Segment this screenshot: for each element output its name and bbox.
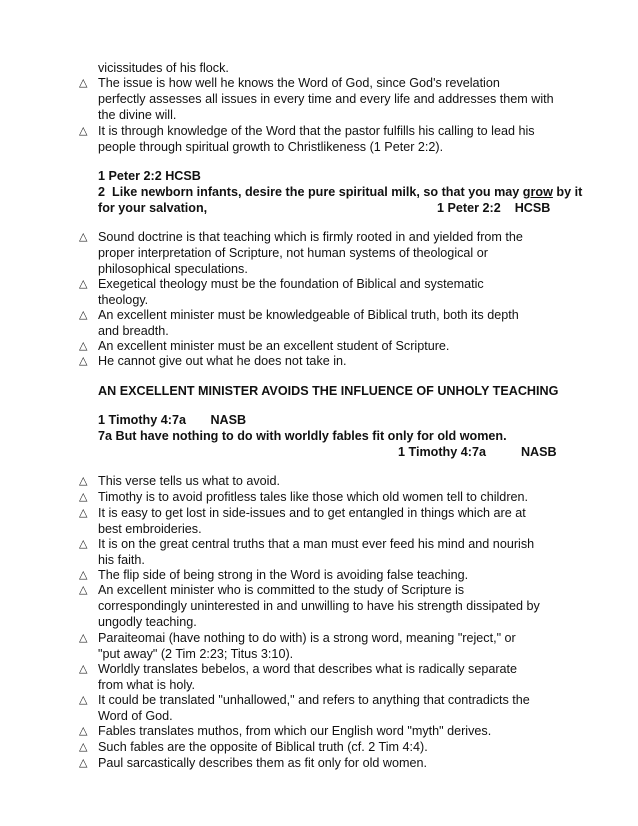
- bullet-line: from what is holy.: [98, 678, 196, 692]
- bullet-line: Timothy is to avoid profitless tales like those which old women tell to children.: [98, 490, 529, 504]
- bullet-line: It is easy to get lost in side-issues and to get entangled in things which are at: [98, 506, 526, 520]
- triangle-bullet-icon: △: [79, 632, 88, 644]
- bullet-line: theology.: [98, 293, 149, 307]
- triangle-bullet-icon: △: [79, 77, 88, 89]
- bullet-line: It is through knowledge of the Word that the pastor fulfills his calling to lead his: [98, 124, 535, 138]
- triangle-bullet-icon: △: [79, 741, 88, 753]
- bullet-line: Paraiteomai (have nothing to do with) is a strong word, meaning "reject," or: [98, 631, 516, 645]
- bullet-line: the divine will.: [98, 108, 177, 122]
- triangle-bullet-icon: △: [79, 507, 88, 519]
- bullet-line: This verse tells us what to avoid.: [98, 474, 280, 488]
- triangle-bullet-icon: △: [79, 569, 88, 581]
- bullet-line: The issue is how well he knows the Word of God, since God's revelation: [98, 76, 500, 90]
- bullet-line: philosophical speculations.: [98, 262, 248, 276]
- bullet-line: He cannot give out what he does not take in.: [98, 354, 347, 368]
- bullet-line: Word of God.: [98, 709, 173, 723]
- bullet-line: An excellent minister must be knowledgeable of Biblical truth, both its depth: [98, 308, 519, 322]
- bullet-line: Worldly translates bebelos, a word that describes what is radically separate: [98, 662, 518, 676]
- bullet-line: Such fables are the opposite of Biblical truth (cf. 2 Tim 4:4).: [98, 740, 428, 754]
- bullet-line: It could be translated "unhallowed," and refers to anything that contradicts the: [98, 693, 530, 707]
- triangle-bullet-icon: △: [79, 309, 88, 321]
- triangle-bullet-icon: △: [79, 584, 88, 596]
- triangle-bullet-icon: △: [79, 538, 88, 550]
- bullet-line: Sound doctrine is that teaching which is firmly rooted in and yielded from the: [98, 230, 523, 244]
- verse-trailing-reference: 1 Peter 2:2 HCSB: [437, 201, 551, 215]
- triangle-bullet-icon: △: [79, 355, 88, 367]
- continuation-line: vicissitudes of his flock.: [98, 61, 229, 75]
- bullet-line: The flip side of being strong in the Word is avoiding false teaching.: [98, 568, 469, 582]
- bullet-line: Fables translates muthos, from which our English word "myth" derives.: [98, 724, 492, 738]
- verse-reference: 1 Timothy 4:7a NASB: [98, 413, 247, 427]
- triangle-bullet-icon: △: [79, 475, 88, 487]
- triangle-bullet-icon: △: [79, 694, 88, 706]
- bullet-line: ungodly teaching.: [98, 615, 197, 629]
- triangle-bullet-icon: △: [79, 663, 88, 675]
- verse-text-line: 2 Like newborn infants, desire the pure spiritual milk, so that you may grow by it: [98, 185, 583, 199]
- verse-text-line: 7a But have nothing to do with worldly fables fit only for old women.: [98, 429, 507, 443]
- bullet-line: and breadth.: [98, 324, 169, 338]
- bullet-line: It is on the great central truths that a man must ever feed his mind and nourish: [98, 537, 535, 551]
- bullet-line: "put away" (2 Tim 2:23; Titus 3:10).: [98, 647, 294, 661]
- triangle-bullet-icon: △: [79, 725, 88, 737]
- triangle-bullet-icon: △: [79, 231, 88, 243]
- bullet-line: Exegetical theology must be the foundation of Biblical and systematic: [98, 277, 484, 291]
- bullet-line: people through spiritual growth to Christlikeness (1 Peter 2:2).: [98, 140, 444, 154]
- verse-text-line: for your salvation,: [98, 201, 208, 215]
- triangle-bullet-icon: △: [79, 125, 88, 137]
- verse-reference: 1 Peter 2:2 HCSB: [98, 169, 201, 183]
- triangle-bullet-icon: △: [79, 340, 88, 352]
- bullet-line: perfectly assesses all issues in every time and every life and addresses them with: [98, 92, 554, 106]
- bullet-line: correspondingly uninterested in and unwilling to have his strength dissipated by: [98, 599, 540, 613]
- bullet-line: Paul sarcastically describes them as fit only for old women.: [98, 756, 427, 770]
- triangle-bullet-icon: △: [79, 757, 88, 769]
- bullet-line: his faith.: [98, 553, 145, 567]
- bullet-line: proper interpretation of Scripture, not human systems of theological or: [98, 246, 488, 260]
- verse-trailing-reference: 1 Timothy 4:7a NASB: [398, 445, 557, 459]
- bullet-line: best embroideries.: [98, 522, 202, 536]
- underlined-word: grow: [522, 185, 553, 199]
- section-heading: AN EXCELLENT MINISTER AVOIDS THE INFLUENCE OF UNHOLY TEACHING: [98, 384, 559, 398]
- bullet-line: An excellent minister must be an excellent student of Scripture.: [98, 339, 450, 353]
- bullet-line: An excellent minister who is committed to the study of Scripture is: [98, 583, 465, 597]
- triangle-bullet-icon: △: [79, 491, 88, 503]
- triangle-bullet-icon: △: [79, 278, 88, 290]
